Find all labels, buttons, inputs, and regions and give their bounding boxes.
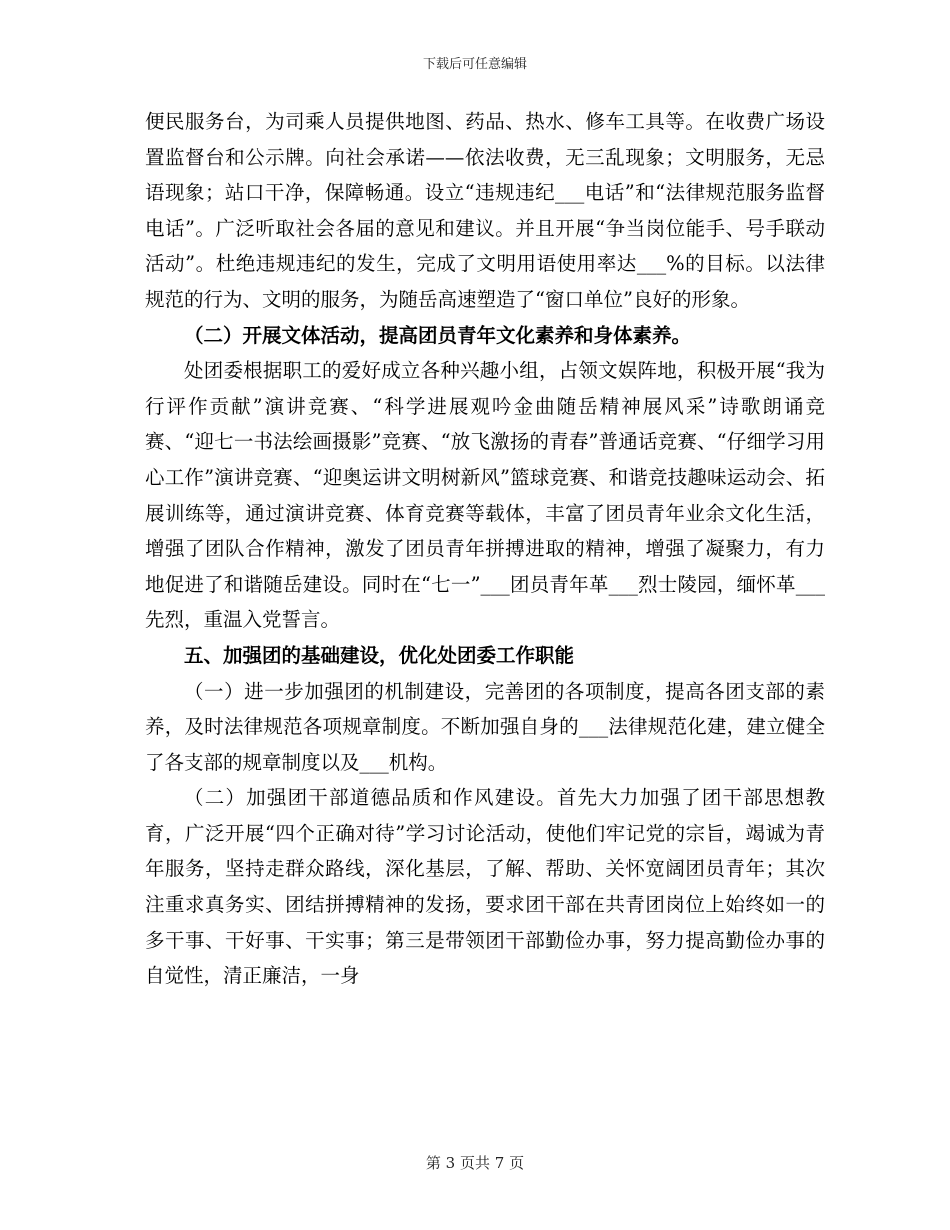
subheading-culture-sports: （二）开展文体活动，提高团员青年文化素养和身体素养。 xyxy=(184,323,692,347)
document-body xyxy=(145,104,825,994)
section-heading-five: 五、加强团的基础建设，优化处团委工作职能 xyxy=(184,643,575,667)
paragraph-activities: 处团委根据职工的爱好成立各种兴趣小组，占领文娱阵地，积极开展“我为行评作贡献”演讲竞赛、“科学进展观吟金曲随岳精神展风采”诗歌朗诵竞赛、“迎七一书法绘画摄影”竞赛、“放飞激扬的青春”普通话竞赛、“仔细学习用心工作”演讲竞赛、“迎奥运讲文明树新风”篮球竞赛、和谐竞技趣味运动会、拓展训练等，通过演讲竞赛、体育竞赛等载体，丰富了团员青年业余文化生活，增强了团队合作精神，激发了团员青年拼搏进取的精神，增强了凝聚力，有力地促进了和谐随岳建设。同时在“七一”___团员青年革___烈士陵园，缅怀革___先烈，重温入党誓言。 xyxy=(145,359,825,632)
page-footer: 第 3 页共 7 页 xyxy=(425,1154,525,1172)
paragraph-continued: 便民服务台，为司乘人员提供地图、药品、热水、修车工具等。在收费广场设置监督台和公示牌。向社会承诺——依法收费，无三乱现象；文明服务，无忌语现象；站口干净，保障畅通。设立“违规违纪___电话”和“法律规范服务监督电话”。广泛听取社会各届的意见和建议。并且开展“争当岗位能手、号手联动活动”。杜绝违规违纪的发生，完成了文明用语使用率达___%的目标。以法律规范的行为、文明的服务，为随岳高速塑造了“窗口单位”良好的形象。 xyxy=(145,110,825,311)
paragraph-cadre-conduct: （二）加强团干部道德品质和作风建设。首先大力加强了团干部思想教育，广泛开展“四个正确对待”学习讨论活动，使他们牢记党的宗旨，竭诚为青年服务，坚持走群众路线，深化基层，了解、帮助、关怀宽阔团员青年；其次注重求真务实、团结拼搏精神的发扬，要求团干部在共青团岗位上始终如一的多干事、干好事、干实事；第三是带领团干部勤俭办事，努力提高勤俭办事的自觉性，清正廉洁，一身 xyxy=(145,786,825,988)
page-header: 下载后可任意编辑 xyxy=(422,57,527,72)
paragraph-mechanism: （一）进一步加强团的机制建设，完善团的各项制度，提高各团支部的素养，及时法律规范各项规章制度。不断加强自身的___法律规范化建，建立健全了各支部的规章制度以及___机构。 xyxy=(145,679,825,774)
